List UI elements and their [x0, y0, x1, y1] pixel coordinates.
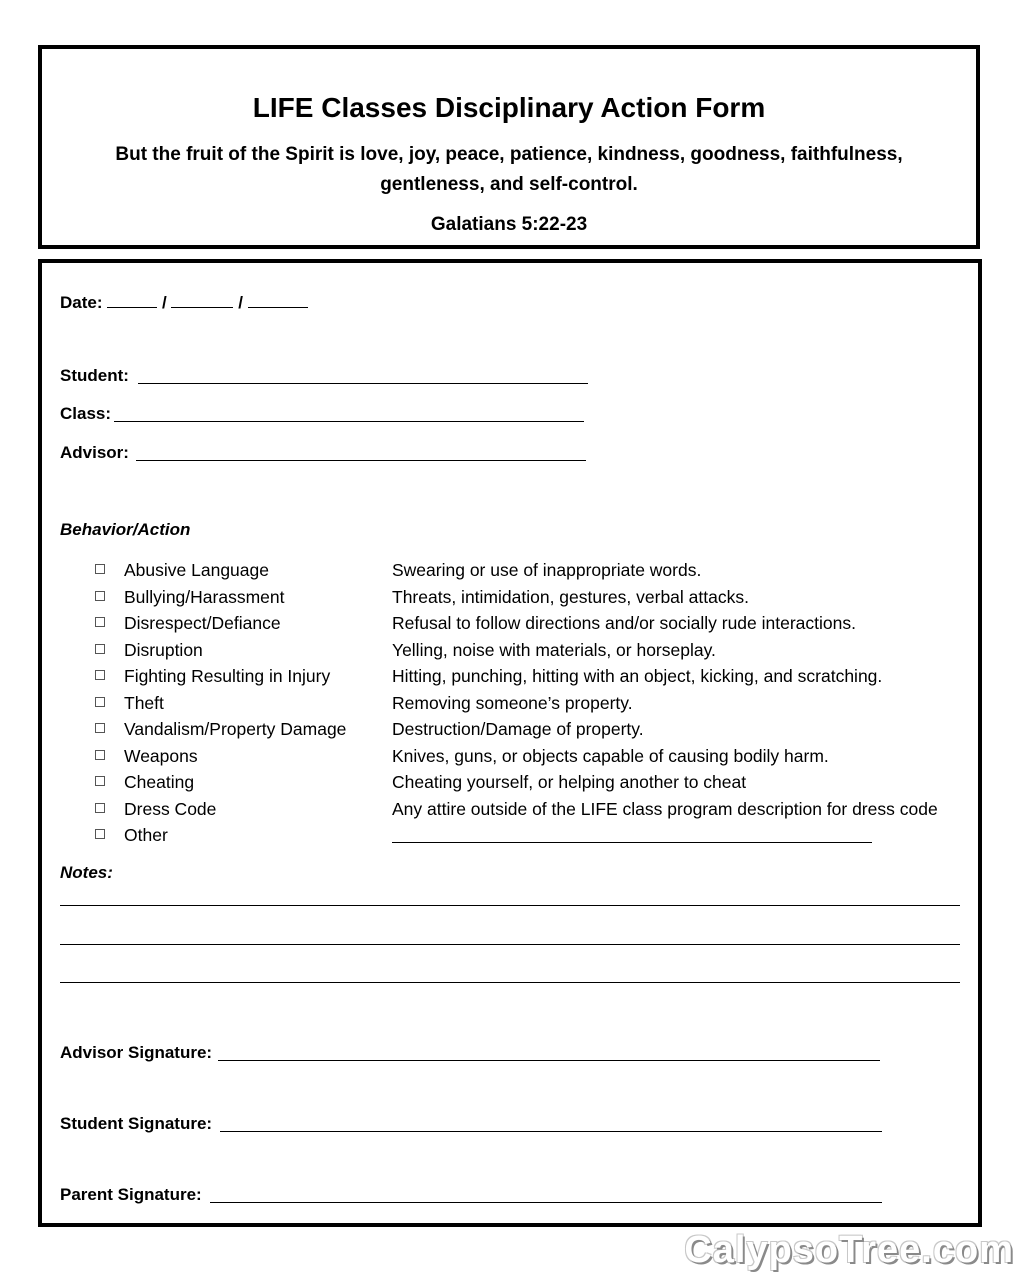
watermark: CalypsoTree.com [684, 1229, 1014, 1271]
class-label: Class: [60, 404, 112, 423]
student-label: Student: [60, 366, 129, 385]
advisor-signature-field[interactable] [218, 1060, 880, 1061]
behavior-description: Destruction/Damage of property. [392, 719, 644, 739]
date-label: Date: [60, 293, 103, 312]
behavior-label: Theft [124, 693, 164, 713]
parent-signature-field[interactable] [210, 1202, 882, 1203]
other-description-field[interactable] [392, 842, 872, 843]
scripture-verse: But the fruit of the Spirit is love, joy, peace, patience, kindness, goodness, faithfulness, gentleness, and self-control. [115, 144, 903, 195]
advisor-signature-label: Advisor Signature: [60, 1043, 213, 1062]
form-title: LIFE Classes Disciplinary Action Form [252, 92, 766, 123]
behavior-label: Other [124, 825, 168, 845]
behavior-label: Vandalism/Property Damage [124, 719, 347, 739]
date-day-field[interactable] [171, 291, 233, 308]
checkbox[interactable] [95, 644, 105, 654]
behavior-label: Cheating [124, 772, 195, 792]
checkbox[interactable] [95, 591, 105, 601]
notes-label: Notes: [60, 863, 113, 882]
parent-signature-label: Parent Signature: [60, 1185, 202, 1204]
behavior-description: Refusal to follow directions and/or socially rude interactions. [392, 613, 856, 633]
date-separator: / [238, 293, 243, 312]
behavior-label: Disruption [124, 640, 203, 660]
behavior-label: Fighting Resulting in Injury [124, 666, 331, 686]
behavior-description: Knives, guns, or objects capable of causing bodily harm. [392, 746, 829, 766]
behavior-description: Threats, intimidation, gestures, verbal attacks. [392, 587, 749, 607]
advisor-label: Advisor: [60, 443, 129, 462]
behavior-description: Swearing or use of inappropriate words. [392, 560, 702, 580]
advisor-field[interactable] [136, 460, 586, 461]
behavior-label: Bullying/Harassment [124, 587, 285, 607]
behavior-label: Abusive Language [124, 560, 269, 580]
checkbox[interactable] [95, 750, 105, 760]
form-body [38, 259, 982, 1227]
date-row [60, 291, 308, 314]
date-month-field[interactable] [107, 291, 157, 308]
behavior-label: Weapons [124, 746, 198, 766]
notes-line[interactable] [60, 905, 960, 906]
date-separator: / [161, 293, 167, 312]
class-field[interactable] [114, 421, 584, 422]
date-year-field[interactable] [248, 291, 308, 308]
student-field[interactable] [138, 383, 588, 384]
notes-line[interactable] [60, 982, 960, 983]
student-signature-field[interactable] [220, 1131, 882, 1132]
checkbox[interactable] [95, 723, 105, 733]
checkbox[interactable] [95, 803, 105, 813]
student-signature-label: Student Signature: [60, 1114, 213, 1133]
checkbox[interactable] [95, 564, 105, 574]
behavior-label: Dress Code [124, 799, 217, 819]
scripture-reference: Galatians 5:22-23 [430, 214, 588, 235]
behavior-description: Hitting, punching, hitting with an object, kicking, and scratching. [392, 666, 883, 686]
behavior-description: Yelling, noise with materials, or horseplay. [392, 640, 716, 660]
checkbox[interactable] [95, 670, 105, 680]
checkbox[interactable] [95, 776, 105, 786]
checkbox[interactable] [95, 697, 105, 707]
behavior-description: Removing someone’s property. [392, 693, 633, 713]
checkbox[interactable] [95, 617, 105, 627]
checkbox[interactable] [95, 829, 105, 839]
notes-line[interactable] [60, 944, 960, 945]
behavior-heading: Behavior/Action [60, 520, 191, 539]
form-header [38, 45, 980, 249]
behavior-label: Disrespect/Defiance [124, 613, 281, 633]
behavior-description: Any attire outside of the LIFE class program description for dress code [392, 799, 938, 819]
behavior-description: Cheating yourself, or helping another to cheat [392, 772, 747, 792]
